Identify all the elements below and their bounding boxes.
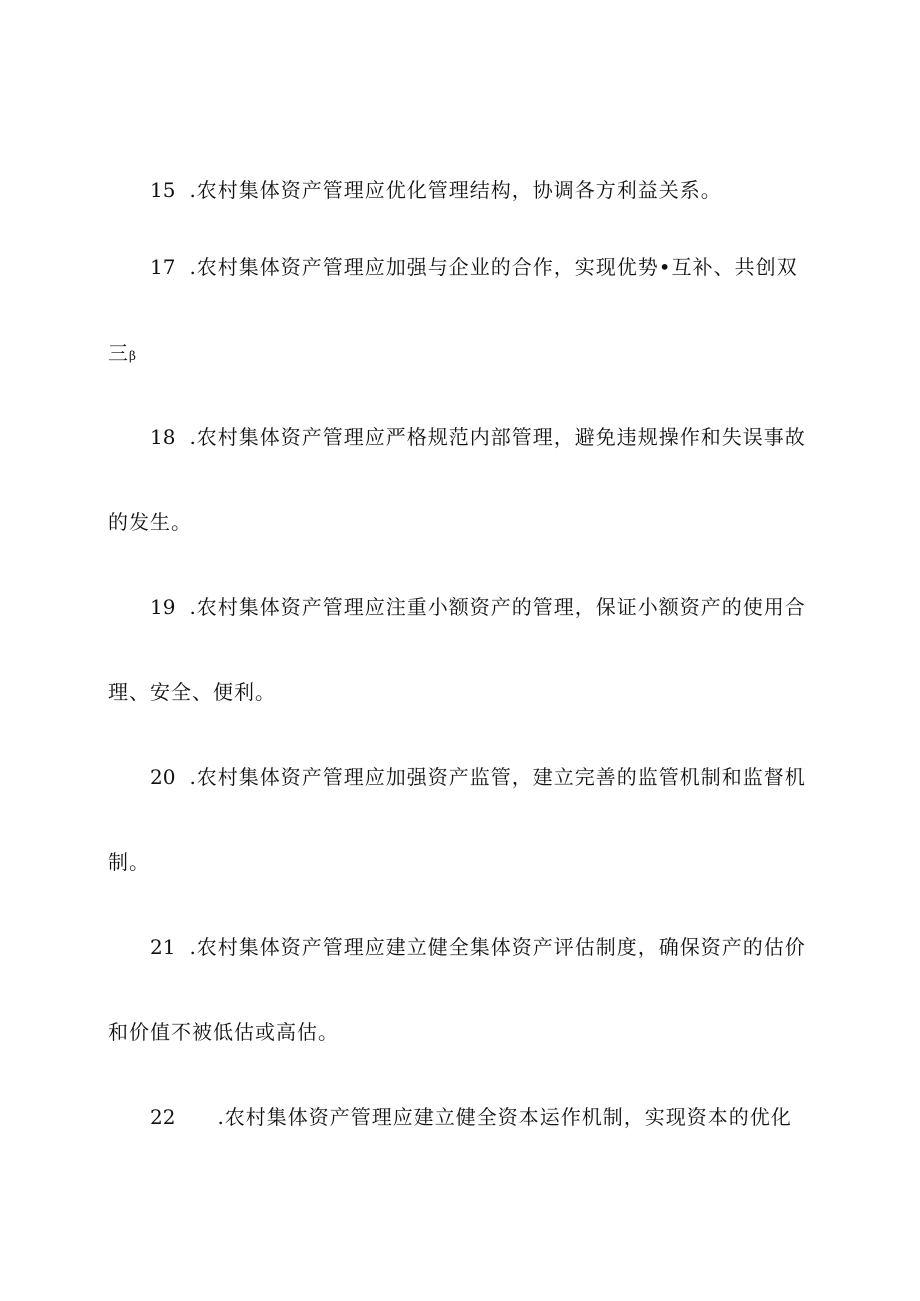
item-number: 20 [150,765,176,789]
item-number: 21 [150,935,176,959]
item-continuation-text: 的发生。 [108,510,192,534]
item-20 [150,763,862,791]
item-number: 15 [150,178,176,202]
item-number: 18 [150,425,176,449]
item-text: .农村集体资产管理应加强资产监管，建立完善的监管机制和监督机 [189,765,806,789]
item-15 [150,176,862,204]
item-number: 19 [150,595,176,619]
item-continuation-text: 理、安全、便利。 [108,680,276,704]
item-number: 22 [150,1105,176,1129]
item-19 [150,593,862,621]
item-22 [150,1103,862,1131]
item-number: 17 [150,255,176,279]
item-21 [150,933,862,961]
item-continuation-text: 和价值不被低估或高估。 [108,1020,339,1044]
item-21-continuation [108,1018,820,1046]
item-text: .农村集体资产管理应注重小额资产的管理，保证小额资产的使用合 [189,595,806,619]
item-continuation-text: 制。 [108,850,150,874]
item-continuation-text: 三 [108,341,129,365]
item-19-continuation [108,678,820,706]
item-17 [150,253,862,281]
item-20-continuation [108,848,820,876]
item-text: .农村集体资产管理应建立健全集体资产评估制度，确保资产的估价 [189,935,806,959]
item-text: .农村集体资产管理应优化管理结构，协调各方利益关系。 [189,178,722,202]
item-text: .农村集体资产管理应严格规范内部管理，避免违规操作和失误事故 [189,425,806,449]
item-text: .农村集体资产管理应建立健全资本运作机制，实现资本的优化 [217,1105,792,1129]
item-text: .农村集体资产管理应加强与企业的合作，实现优势•互补、共创双 [189,255,798,279]
item-17-continuation [108,339,820,370]
item-18-continuation [108,508,820,536]
item-18 [150,423,862,451]
item-continuation-symbol: β [129,349,136,363]
